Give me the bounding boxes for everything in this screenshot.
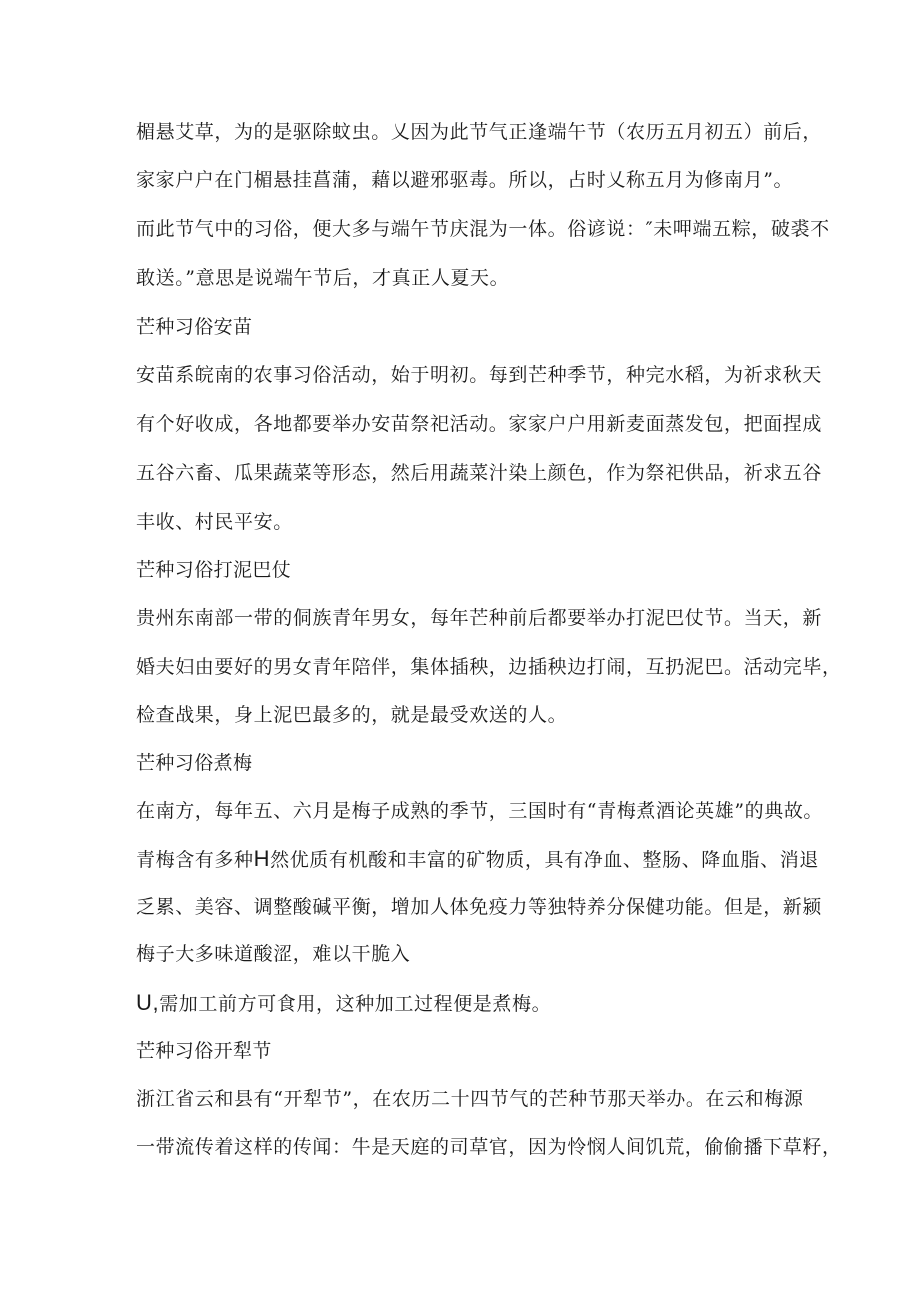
paragraph-line: 家家户户在门楣悬挂菖蒲，藉以避邪驱毒。所以，占时乂称五月为修南月”。: [136, 169, 794, 191]
section-heading-plough-festival: 芒种习俗开犁节: [136, 1040, 272, 1062]
section-heading-mud-fight: 芒种习俗打泥巴仗: [136, 559, 292, 581]
paragraph-line: 在南方，每年五、六月是梅子成熟的季节，三国时有“青梅煮酒论英雄”的典故。: [136, 800, 824, 822]
line-text-latin: U,: [136, 990, 160, 1015]
paragraph-line: 婚夫妇由要好的男女青年陪伴，集体插秧，边插秧边打闹，互扔泥巴。活动完毕，: [136, 656, 842, 678]
paragraph-line: 梅子大多味道酸涩，难以干脆入: [136, 943, 411, 965]
line-text-post: 然优质有机酸和丰富的矿物质，具有净血、整肠、降血脂、消退: [270, 849, 819, 871]
paragraph-line: 安苗系皖南的农事习俗活动，始于明初。每到芒种季节，种完水稻，为祈求秋天: [136, 364, 823, 386]
paragraph-line: [136, 991, 551, 1016]
paragraph-line: 一带流传着这样的传闻：牛是天庭的司草官，因为怜悯人间饥荒，偷偷播下草籽，: [136, 1136, 842, 1158]
section-heading-anmiao: 芒种习俗安苗: [136, 316, 253, 338]
paragraph-line: 而此节气中的习俗，便大多与端午节庆混为一体。俗谚说：″未呷端五粽，破裘不: [136, 218, 830, 240]
line-text-pre: 青梅含有多种: [136, 849, 254, 871]
line-text-post: 需加工前方可食用，这种加工过程便是煮梅。: [159, 993, 552, 1015]
section-heading-boil-plums: 芒种习俗煮梅: [136, 752, 253, 774]
paragraph-line: 丰收、村民平安。: [136, 511, 293, 533]
paragraph-line: [136, 847, 819, 872]
paragraph-line: 有个好收成，各地都要举办安苗祭祀活动。家家户户用新麦面蒸发包，把面捏成: [136, 413, 823, 435]
paragraph-line: 敢送。”意思是说端午节后，才真正人夏天。: [136, 267, 510, 289]
paragraph-line: 乏累、美容、调整酸碱平衡，增加人体免疫力等独特养分保健功能。但是，新颍: [136, 896, 823, 918]
paragraph-line: 楣悬艾草，为的是驱除蚊虫。乂因为此节气正逢端午节（农历五月初五）前后，: [136, 121, 823, 143]
paragraph-line: 五谷六畜、瓜果蔬菜等形态，然后用蔬菜汁染上颜色，作为祭祀供品，祈求五谷: [136, 462, 823, 484]
line-text-latin: H: [253, 846, 271, 871]
paragraph-line: 贵州东南部一带的侗族青年男女，每年芒种前后都要举办打泥巴仗节。当天，新: [136, 607, 823, 629]
paragraph-line: 浙江省云和县有“开犁节”，在农历二十四节气的芒种节那天举办。在云和梅源: [136, 1088, 804, 1110]
paragraph-line: 检查战果，身上泥巴最多的，就是最受欢送的人。: [136, 704, 568, 726]
